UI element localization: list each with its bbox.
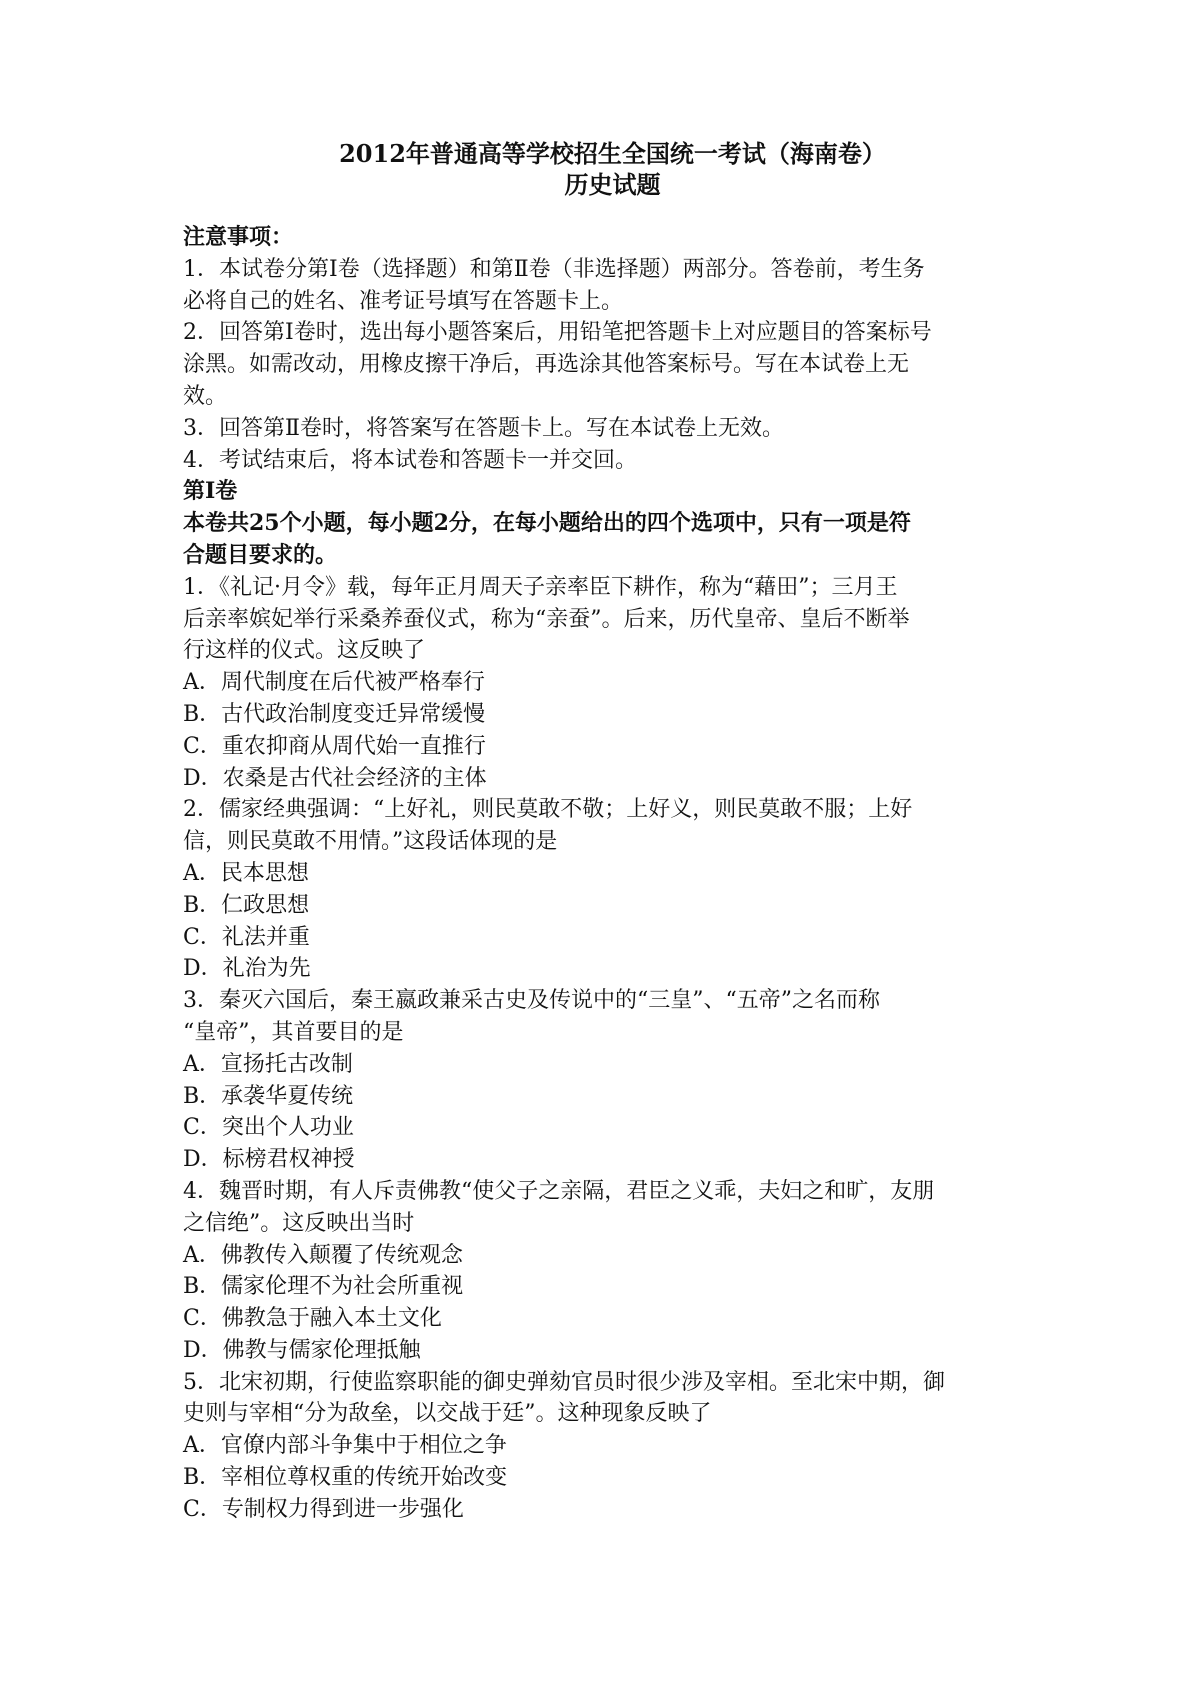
text-line: D．佛教与儒家伦理抵触 bbox=[183, 1337, 421, 1363]
exam-title: 2012年普通高等学校招生全国统一考试（海南卷） bbox=[339, 139, 886, 168]
text-line: A．民本思想 bbox=[183, 860, 309, 886]
text-line: 1．本试卷分第Ⅰ卷（选择题）和第Ⅱ卷（非选择题）两部分。答卷前，考生务 bbox=[183, 256, 925, 282]
text-line: C．专制权力得到进一步强化 bbox=[183, 1496, 464, 1522]
text-line: A．宣扬托古改制 bbox=[183, 1051, 353, 1077]
text-line: 涂黑。如需改动，用橡皮擦干净后，再选涂其他答案标号。写在本试卷上无 bbox=[183, 352, 910, 378]
text-line: B．儒家伦理不为社会所重视 bbox=[183, 1274, 464, 1300]
text-line: D．农桑是古代社会经济的主体 bbox=[183, 765, 487, 791]
text-line: B．古代政治制度变迁异常缓慢 bbox=[183, 701, 486, 727]
text-line: 3．秦灭六国后，秦王嬴政兼采古史及传说中的“三皇”、“五帝”之名而称 bbox=[183, 988, 880, 1014]
text-line: C．突出个人功业 bbox=[183, 1115, 354, 1141]
text-line: B．宰相位尊权重的传统开始改变 bbox=[183, 1465, 508, 1491]
text-line: “皇帝”，其首要目的是 bbox=[183, 1019, 404, 1045]
exam-body bbox=[183, 222, 1020, 1526]
text-line: D．礼治为先 bbox=[183, 956, 311, 982]
text-line: 必将自己的姓名、准考证号填写在答题卡上。 bbox=[183, 288, 624, 314]
text-line: 本卷共25个小题，每小题2分，在每小题给出的四个选项中，只有一项是符 bbox=[183, 510, 911, 537]
text-line: 信，则民莫敢不用情。”这段话体现的是 bbox=[183, 829, 558, 855]
text-line: A．周代制度在后代被严格奉行 bbox=[183, 670, 485, 696]
text-line: 行这样的仪式。这反映了 bbox=[183, 638, 426, 664]
text-line: 效。 bbox=[183, 383, 228, 409]
text-line: 2．回答第Ⅰ卷时，选出每小题答案后，用铅笔把答题卡上对应题目的答案标号 bbox=[183, 320, 932, 346]
text-line: B．承袭华夏传统 bbox=[183, 1083, 354, 1109]
text-line: A．官僚内部斗争集中于相位之争 bbox=[183, 1433, 507, 1459]
text-line: B．仁政思想 bbox=[183, 892, 310, 918]
text-line: 史则与宰相“分为敌垒，以交战于廷”。这种现象反映了 bbox=[183, 1401, 712, 1427]
text-line: 5．北宋初期，行使监察职能的御史弹劾官员时很少涉及宰相。至北宋中期，御 bbox=[183, 1369, 945, 1395]
text-line: 之信绝”。这反映出当时 bbox=[183, 1210, 415, 1236]
exam-subtitle: 历史试题 bbox=[564, 170, 661, 199]
text-line: 4．魏晋时期，有人斥责佛教“使父子之亲隔，君臣之义乖，夫妇之和旷，友朋 bbox=[183, 1178, 935, 1204]
text-line: 3．回答第Ⅱ卷时，将答案写在答题卡上。写在本试卷上无效。 bbox=[183, 415, 784, 441]
text-line: A．佛教传入颠覆了传统观念 bbox=[183, 1242, 463, 1268]
text-line: C．重农抑商从周代始一直推行 bbox=[183, 733, 486, 759]
title-block bbox=[183, 138, 1020, 200]
text-line: 注意事项： bbox=[183, 224, 294, 250]
text-line: 1．《礼记·月令》载，每年正月周天子亲率臣下耕作，称为“藉田”；三月王 bbox=[183, 574, 898, 600]
text-line: 4．考试结束后，将本试卷和答题卡一并交回。 bbox=[183, 447, 637, 473]
text-line: 合题目要求的。 bbox=[183, 541, 338, 568]
text-line: C．佛教急于融入本土文化 bbox=[183, 1306, 442, 1332]
text-line: D．标榜君权神授 bbox=[183, 1147, 355, 1173]
text-line: 后亲率嫔妃举行采桑养蚕仪式，称为“亲蚕”。后来，历代皇帝、皇后不断举 bbox=[183, 606, 910, 632]
text-line: C．礼法并重 bbox=[183, 924, 310, 950]
text-line: 2．儒家经典强调：“上好礼，则民莫敢不敬；上好义，则民莫敢不服；上好 bbox=[183, 797, 913, 823]
text-line: 第Ⅰ卷 bbox=[183, 478, 238, 505]
